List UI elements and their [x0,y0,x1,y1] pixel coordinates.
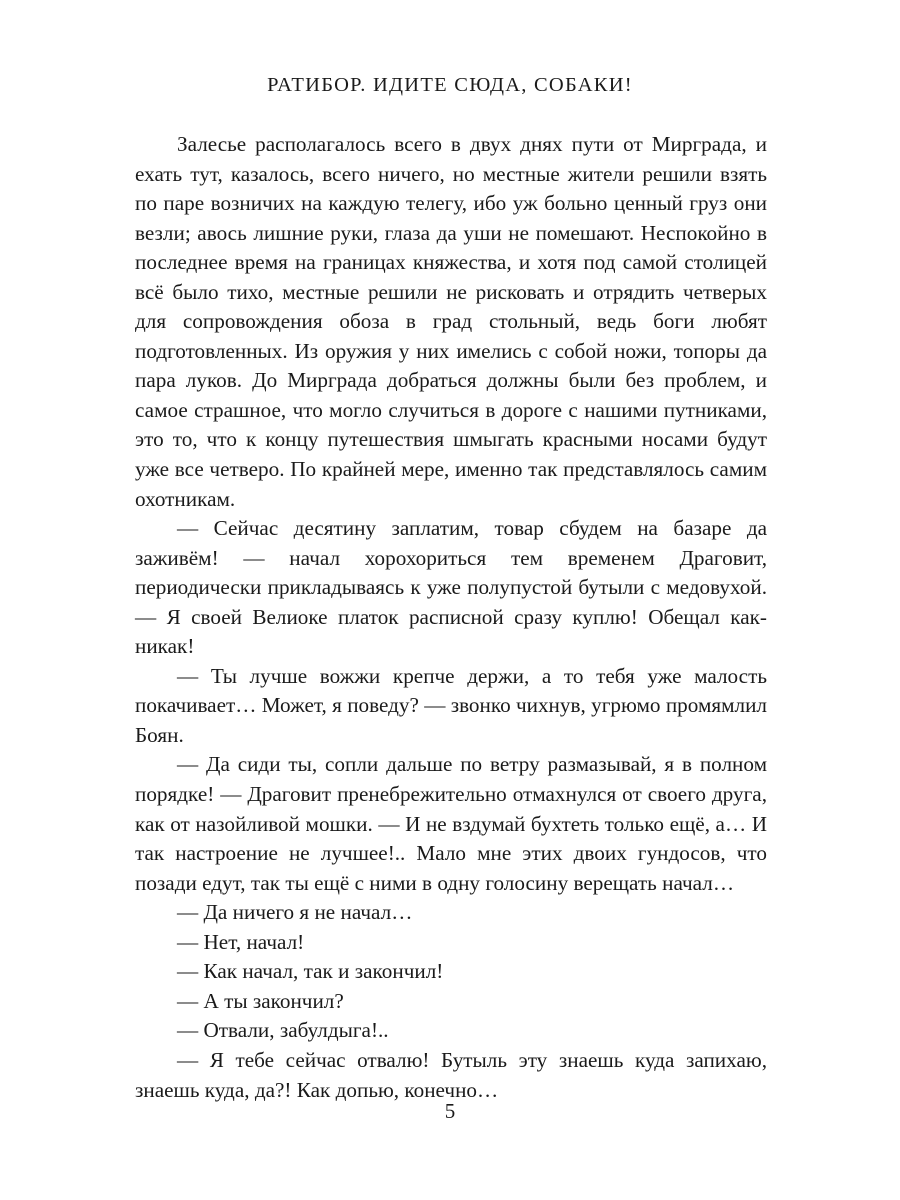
paragraph: — Да ничего я не начал… [177,900,413,925]
running-head: РАТИБОР. ИДИТЕ СЮДА, СОБАКИ! [267,74,633,96]
body-text-block [135,130,767,1105]
paragraph: — Сейчас десятину заплатим, товар сбудем на базаре да заживём! — начал хорохориться тем временем Драговит, периодически прикладываясь к уже полупустой бутыли с медовухой. — Я своей Велиоке платок расписной сразу куплю! Обещал как-никак! [135,516,767,659]
paragraph: — Нет, начал! [177,929,305,954]
paragraph: — Да сиди ты, сопли дальше по ветру размазывай, я в полном порядке! — Драговит пренебрежительно отмахнулся от своего друга, как от назойливой мошки. — И не вздумай бухтеть только ещё, а… И так настроение не лучшее!.. Мало мне этих двоих гундосов, что позади едут, так ты ещё с ними в одну голосину верещать начал… [135,752,767,895]
paragraph: — Как начал, так и закончил! [177,959,444,984]
page-number: 5 [444,1099,456,1123]
paragraph: — Отвали, забулдыга!.. [177,1018,389,1043]
paragraph: Залесье располагалось всего в двух днях пути от Мирграда, и ехать тут, казалось, всего ничего, но местные жители решили взять по паре возничих на каждую телегу, ибо уж больно ценный груз они везли; авось лишние руки, глаза да уши не помешают. Неспокойно в последнее время на границах княжества, и хотя под самой столицей всё было тихо, местные решили не рисковать и отрядить четверых для сопровождения обоза в град стольный, ведь боги любят подготовленных. Из оружия у них имелись с собой ножи, топоры да пара луков. До Мирграда добраться должны были без проблем, и самое страшное, что могло случиться в дороге с нашими путниками, это то, что к концу путешествия шмыгать красными носами будут уже все четверо. По крайней мере, именно так представлялось самим охотникам. [135,132,767,511]
paragraph: — Ты лучше вожжи крепче держи, а то тебя уже малость покачивает… Может, я поведу? — звонко чихнув, угрюмо промямлил Боян. [135,663,767,747]
paragraph: — Я тебе сейчас отвалю! Бутыль эту знаешь куда запихаю, знаешь куда, да?! Как допью, конечно… [135,1047,767,1102]
paragraph: — А ты закончил? [177,988,344,1013]
